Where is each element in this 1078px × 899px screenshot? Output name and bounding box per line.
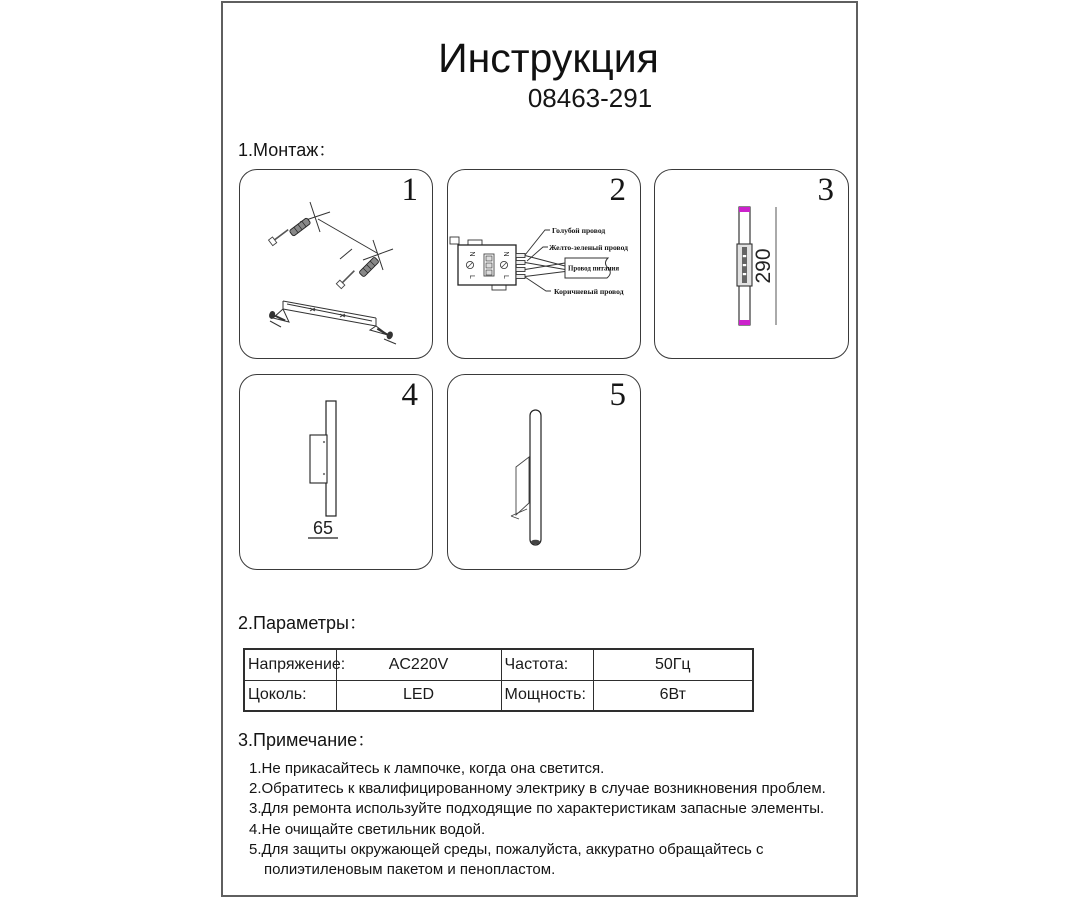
wire-blue-label: Голубой провод	[552, 226, 606, 235]
note-line: 1.Не прикасайтесь к лампочке, когда она светится.	[249, 760, 605, 777]
svg-text:N: N	[502, 251, 509, 257]
panel-5-perspective-view	[447, 374, 641, 570]
section-params-heading: 2.Параметры：	[238, 613, 367, 633]
dimension-290-label: 290	[752, 248, 775, 284]
panel-1-mounting	[239, 169, 433, 359]
param-value: 50Гц	[593, 649, 753, 680]
section-mount-heading: 1.Монтаж：	[238, 140, 337, 160]
table-row	[244, 680, 753, 711]
wall-anchor-icon	[289, 218, 311, 237]
param-value: LED	[336, 680, 501, 711]
panel-3-number: 3	[817, 172, 834, 208]
panel-4-number: 4	[401, 377, 418, 413]
note-line-continuation: полиэтиленовым пакетом и пенопластом.	[264, 861, 556, 879]
fixture-front-icon	[737, 207, 752, 325]
panel-1-number: 1	[401, 172, 418, 208]
mounting-diagram	[240, 170, 434, 360]
panel-5-number: 5	[609, 377, 626, 413]
screw-icon	[269, 227, 291, 246]
wire-stubs-icon	[516, 254, 525, 279]
side-view-diagram	[240, 375, 434, 571]
param-label: Мощность:	[501, 680, 593, 711]
note-line: 5.Для защиты окружающей среды, пожалуйста, аккуратно обращайтесь с	[249, 840, 764, 858]
panel-3-front-view	[654, 169, 849, 359]
instruction-page	[221, 1, 858, 897]
param-label: Цоколь:	[244, 680, 336, 711]
param-label: Частота:	[501, 649, 593, 680]
table-row	[244, 649, 753, 680]
fixture-perspective-icon	[511, 410, 541, 545]
leader-lines	[525, 230, 551, 291]
model-number: 08463-291	[527, 83, 653, 113]
panel-2-number: 2	[609, 172, 626, 208]
front-view-diagram	[655, 170, 850, 360]
fixture-side-icon	[310, 401, 336, 516]
svg-text:N: N	[468, 251, 475, 257]
note-line: 2.Обратитесь к квалифицированному электрику в случае возникновения проблем.	[249, 780, 826, 798]
param-label: Напряжение:	[244, 649, 336, 680]
screw-icon	[336, 268, 357, 289]
wiring-diagram	[448, 170, 642, 360]
wall-anchor-icon	[359, 257, 380, 278]
parameters-table	[243, 648, 754, 712]
note-line: 4.Не очищайте светильник водой.	[249, 820, 486, 838]
param-value: AC220V	[336, 649, 501, 680]
param-value: 6Вт	[593, 680, 753, 711]
notes-list	[249, 759, 826, 880]
note-line: 3.Для ремонта используйте подходящие по характеристикам запасные элементы.	[249, 800, 825, 818]
terminal-block-icon	[450, 237, 516, 290]
screw-icon	[375, 327, 394, 340]
wire-brown-label: Коричневый провод	[554, 287, 624, 296]
svg-text:L: L	[468, 275, 475, 279]
panel-4-side-view	[239, 374, 433, 570]
power-cable-label: Провод питания	[568, 265, 620, 273]
dimension-65-label: 65	[312, 518, 334, 538]
page-title: Инструкция	[438, 35, 659, 81]
perspective-diagram	[448, 375, 642, 571]
wires-icon	[525, 256, 565, 277]
wire-yellow-green-label: Желто-зеленый провод	[549, 243, 629, 252]
panel-2-wiring	[447, 169, 641, 359]
svg-text:L: L	[502, 275, 509, 279]
section-notes-heading: 3.Примечание：	[238, 730, 376, 750]
mounting-bracket-icon	[270, 301, 396, 344]
